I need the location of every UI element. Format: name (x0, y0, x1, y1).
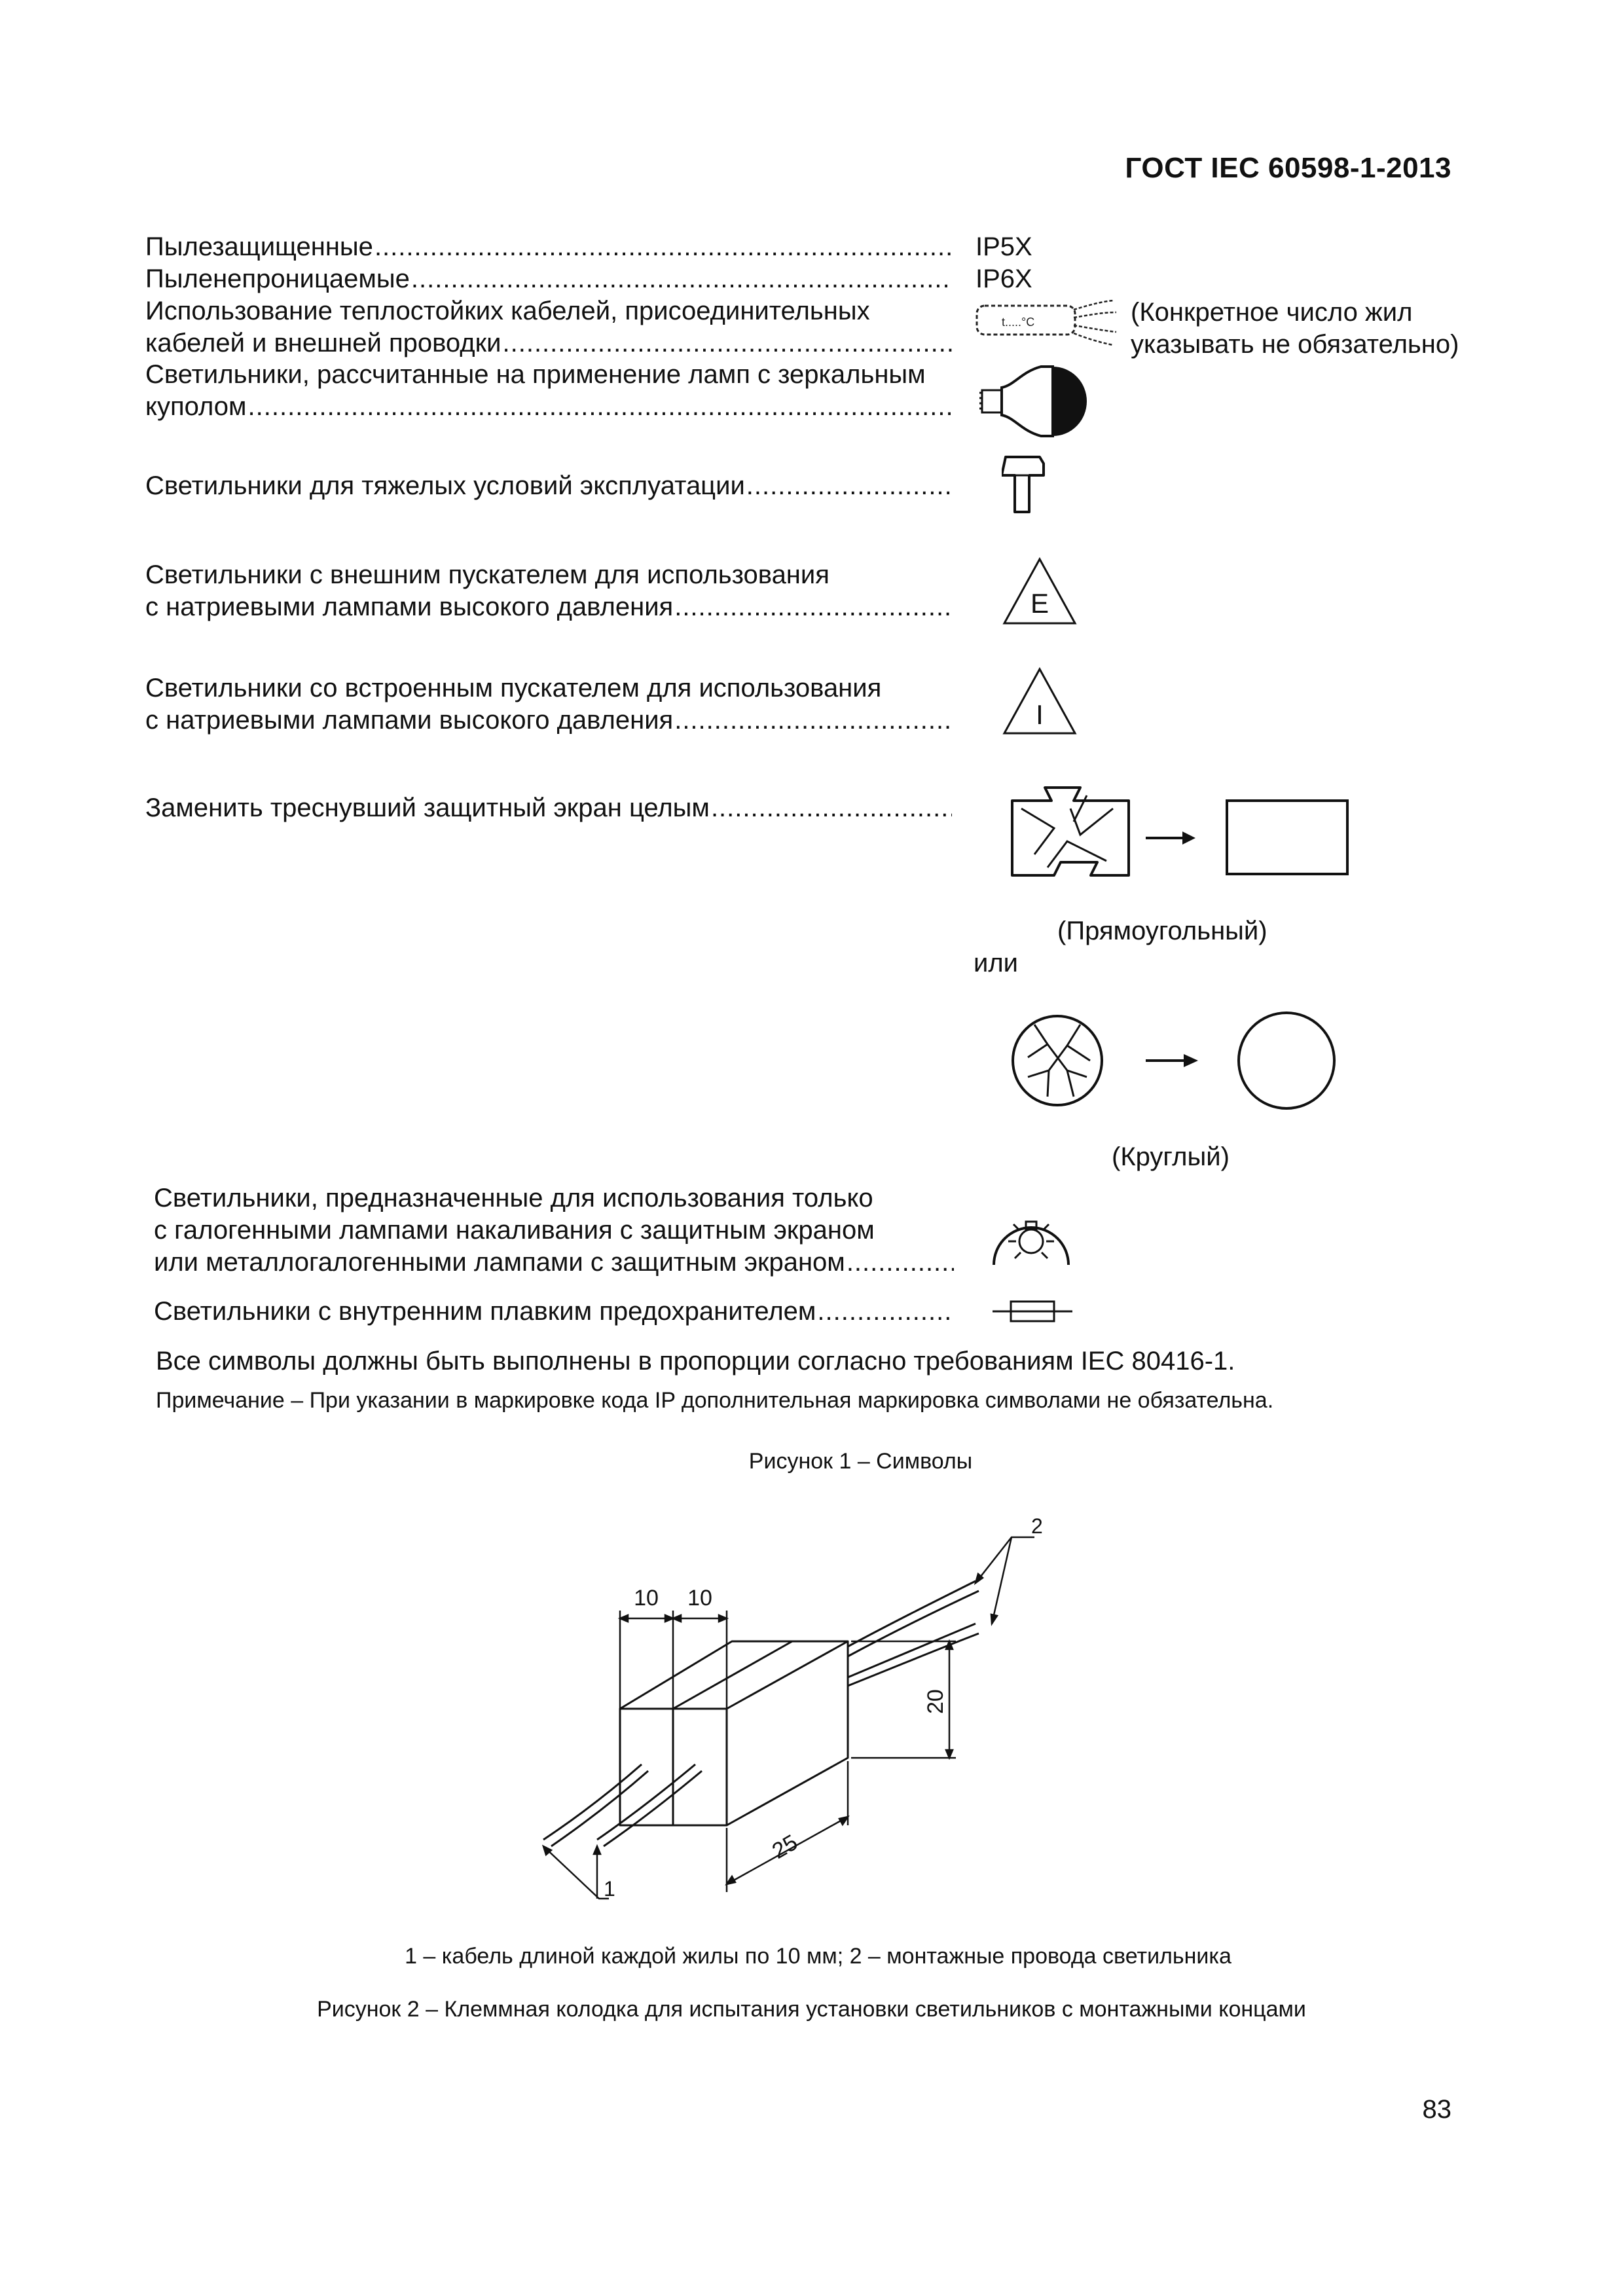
leader-dots (411, 263, 952, 295)
heat-cable-note (1131, 297, 1459, 361)
page-number: 83 (1422, 2095, 1451, 2124)
leader-dots (248, 391, 952, 423)
dim-10-left: 10 (634, 1586, 659, 1611)
ignitor-letter-e: E (1030, 588, 1049, 619)
leader-dots (817, 1296, 954, 1328)
callout-1: 1 (604, 1877, 615, 1901)
symbol-row-mirror-lamps (145, 359, 952, 423)
symbol-row-halogen (154, 1182, 954, 1279)
heat-cable-icon (976, 298, 1123, 350)
dim-25: 25 (768, 1830, 802, 1864)
row-label-line1: Светильники со встроенным пускателем для использования (145, 674, 882, 702)
ip-note: Примечание – При указании в маркировке кода IP дополнительная маркировка символами не обязательна. (156, 1388, 1274, 1413)
row-label-line2: с галогенными лампами накаливания с защитным экраном (154, 1216, 875, 1245)
symbol-row-dust-protected (145, 231, 952, 263)
rect-shield-caption: (Прямоугольный) (1057, 917, 1267, 945)
ip6x-code: IP6X (976, 264, 1032, 293)
leader-dots (746, 470, 952, 502)
symbol-row-dust-tight (145, 263, 952, 295)
rough-service-icon (1002, 452, 1048, 517)
halogen-shield-icon (989, 1198, 1074, 1270)
round-shield-caption: (Круглый) (1112, 1142, 1230, 1171)
terminal-block-drawing (524, 1506, 1087, 1925)
symbol-row-fuse (154, 1296, 954, 1328)
row-label-line2: с натриевыми лампами высокого давления (145, 706, 674, 735)
cracked-rect-shield-icon (1008, 782, 1355, 887)
note-line2: указывать не обязательно) (1131, 330, 1459, 359)
figure2-caption: Рисунок 2 – Клеммная колодка для испытания установки светильников с монтажными концами (317, 1997, 1306, 2022)
cable-temp-label: t.....°C (1002, 316, 1035, 329)
row-label-line1: Использование теплостойких кабелей, присоединительных (145, 297, 870, 325)
leader-dots (674, 704, 952, 737)
callout-2: 2 (1031, 1514, 1043, 1538)
row-label-line3: или металлогалогенными лампами с защитным экраном (154, 1248, 845, 1277)
symbol-row-external-ignitor (145, 559, 952, 623)
figure2-legend: 1 – кабель длиной каждой жилы по 10 мм; 2 – монтажные провода светильника (405, 1944, 1231, 1969)
cracked-round-shield-icon (1008, 1005, 1342, 1116)
leader-dots (674, 591, 952, 623)
row-label-line2: куполом (145, 392, 247, 421)
document-id: ГОСТ IEC 60598-1-2013 (1125, 152, 1451, 184)
dim-20: 20 (923, 1689, 948, 1714)
row-label: Пыленепроницаемые (145, 264, 410, 293)
row-label-line1: Светильники с внешним пускателем для использования (145, 560, 830, 589)
symbol-row-rough-service (145, 470, 952, 502)
external-ignitor-triangle-icon (1000, 555, 1079, 627)
row-label-line1: Светильники, рассчитанные на применение ламп с зеркальным (145, 360, 926, 389)
symbol-row-heat-cables (145, 295, 952, 359)
dim-10-right: 10 (687, 1586, 712, 1611)
row-label-line1: Светильники, предназначенные для использования только (154, 1184, 873, 1212)
row-label: Заменить треснувший защитный экран целым (145, 793, 710, 822)
leader-dots (847, 1247, 954, 1279)
row-label: Светильники с внутренним плавким предохранителем (154, 1297, 816, 1326)
leader-dots (711, 792, 952, 824)
row-label-line2: с натриевыми лампами высокого давления (145, 592, 674, 621)
ip5x-code: IP5X (976, 232, 1032, 261)
or-label: или (974, 949, 1019, 977)
row-label-line2: кабелей и внешней проводки (145, 329, 501, 357)
leader-dots (374, 231, 952, 263)
symbol-row-replace-shield (145, 792, 952, 824)
mirror-lamp-icon (976, 359, 1106, 444)
proportion-note: Все символы должны быть выполнены в пропорции согласно требованиям IEC 80416-1. (156, 1347, 1235, 1376)
ignitor-letter-i: I (1036, 699, 1044, 730)
symbol-row-internal-ignitor (145, 672, 952, 737)
row-label: Светильники для тяжелых условий эксплуатации (145, 471, 745, 500)
internal-ignitor-triangle-icon (1000, 665, 1079, 737)
figure1-caption: Рисунок 1 – Символы (748, 1449, 973, 1474)
note-line1: (Конкретное число жил (1131, 298, 1413, 327)
fuse-icon (990, 1295, 1075, 1328)
leader-dots (502, 327, 952, 359)
row-label: Пылезащищенные (145, 232, 373, 261)
